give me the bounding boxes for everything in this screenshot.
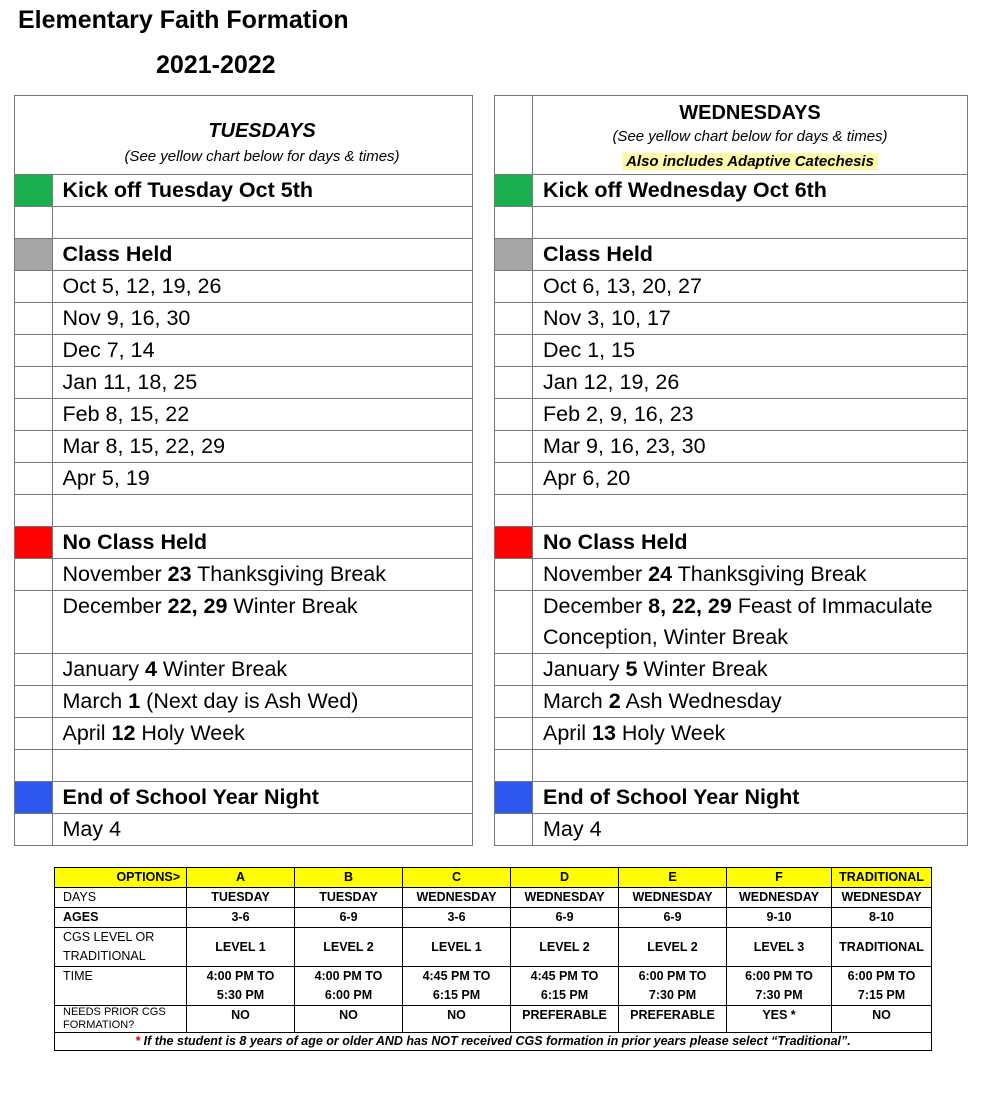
time-cell: 4:00 PM TO 6:00 PM bbox=[295, 967, 403, 1006]
day-cell: WEDNESDAY bbox=[619, 888, 727, 908]
tuesday-no-class-item: March 1 (Next day is Ash Wed) bbox=[52, 686, 473, 718]
option-column-header: E bbox=[619, 868, 727, 888]
time-cell: 6:00 PM TO 7:30 PM bbox=[727, 967, 832, 1006]
time-label: TIME bbox=[55, 967, 187, 1006]
level-cell: LEVEL 2 bbox=[295, 928, 403, 967]
age-cell: 6-9 bbox=[295, 908, 403, 928]
tuesday-end-date: May 4 bbox=[52, 814, 473, 846]
wednesday-header bbox=[533, 96, 968, 175]
day-cell: WEDNESDAY bbox=[403, 888, 511, 908]
age-cell: 6-9 bbox=[619, 908, 727, 928]
wednesday-kickoff: Kick off Wednesday Oct 6th bbox=[533, 175, 968, 207]
time-row bbox=[55, 967, 932, 1006]
tuesday-class-date: Jan 11, 18, 25 bbox=[52, 367, 473, 399]
adaptive-catechesis-note: Also includes Adaptive Catechesis bbox=[622, 153, 878, 170]
prior-cell: NO bbox=[832, 1006, 932, 1033]
red-marker bbox=[15, 527, 53, 559]
prior-formation-label: NEEDS PRIOR CGS FORMATION? bbox=[55, 1006, 187, 1033]
wednesday-subheading: (See yellow chart below for days & times) bbox=[612, 128, 888, 145]
wednesday-class-date: Oct 6, 13, 20, 27 bbox=[533, 271, 968, 303]
prior-cell: NO bbox=[295, 1006, 403, 1033]
time-cell: 4:45 PM TO 6:15 PM bbox=[403, 967, 511, 1006]
prior-cell: NO bbox=[403, 1006, 511, 1033]
level-label: CGS LEVEL OR TRADITIONAL bbox=[55, 928, 187, 967]
tuesday-schedule bbox=[14, 95, 473, 846]
level-cell: LEVEL 1 bbox=[403, 928, 511, 967]
tuesday-no-class-item: January 4 Winter Break bbox=[52, 654, 473, 686]
red-marker bbox=[495, 527, 533, 559]
wednesday-class-date: Dec 1, 15 bbox=[533, 335, 968, 367]
tuesday-class-date: Mar 8, 15, 22, 29 bbox=[52, 431, 473, 463]
option-column-header: F bbox=[727, 868, 832, 888]
wednesday-end-date: May 4 bbox=[533, 814, 968, 846]
wednesday-end-label: End of School Year Night bbox=[533, 782, 968, 814]
tuesday-class-date: Feb 8, 15, 22 bbox=[52, 399, 473, 431]
wednesday-no-class-label: No Class Held bbox=[533, 527, 968, 559]
option-column-header: TRADITIONAL bbox=[832, 868, 932, 888]
blue-marker bbox=[495, 782, 533, 814]
time-cell: 4:45 PM TO 6:15 PM bbox=[511, 967, 619, 1006]
level-cell: TRADITIONAL bbox=[832, 928, 932, 967]
level-cell: LEVEL 2 bbox=[619, 928, 727, 967]
option-column-header: C bbox=[403, 868, 511, 888]
day-cell: WEDNESDAY bbox=[727, 888, 832, 908]
tuesday-subheading: (See yellow chart below for days & times) bbox=[124, 147, 400, 165]
wednesday-class-date: Nov 3, 10, 17 bbox=[533, 303, 968, 335]
age-cell: 3-6 bbox=[187, 908, 295, 928]
tuesday-class-date: Dec 7, 14 bbox=[52, 335, 473, 367]
prior-cell: PREFERABLE bbox=[511, 1006, 619, 1033]
age-cell: 8-10 bbox=[832, 908, 932, 928]
options-table bbox=[54, 867, 932, 1051]
age-cell: 9-10 bbox=[727, 908, 832, 928]
wednesday-class-date: Mar 9, 16, 23, 30 bbox=[533, 431, 968, 463]
tuesday-no-class-item: April 12 Holy Week bbox=[52, 718, 473, 750]
tuesday-end-label: End of School Year Night bbox=[52, 782, 473, 814]
day-cell: TUESDAY bbox=[295, 888, 403, 908]
wednesday-heading: WEDNESDAYS bbox=[679, 102, 821, 124]
page-title: Elementary Faith Formation bbox=[18, 6, 349, 34]
tuesday-no-class-item: November 23 Thanksgiving Break bbox=[52, 559, 473, 591]
ages-row bbox=[55, 908, 932, 928]
level-cell: LEVEL 1 bbox=[187, 928, 295, 967]
prior-cell: NO bbox=[187, 1006, 295, 1033]
tuesday-no-class-label: No Class Held bbox=[52, 527, 473, 559]
note-row bbox=[55, 1033, 932, 1051]
day-cell: TUESDAY bbox=[187, 888, 295, 908]
option-column-header: A bbox=[187, 868, 295, 888]
prior-cell: PREFERABLE bbox=[619, 1006, 727, 1033]
blue-marker bbox=[15, 782, 53, 814]
tuesday-heading: TUESDAYS bbox=[208, 119, 316, 142]
days-label: DAYS bbox=[55, 888, 187, 908]
tuesday-no-class-item: December 22, 29 Winter Break bbox=[52, 591, 473, 654]
school-year: 2021-2022 bbox=[156, 51, 276, 79]
tuesday-class-date: Apr 5, 19 bbox=[52, 463, 473, 495]
wednesday-class-date: Apr 6, 20 bbox=[533, 463, 968, 495]
wednesday-class-date: Jan 12, 19, 26 bbox=[533, 367, 968, 399]
wednesday-no-class-item: December 8, 22, 29 Feast of Immaculate Conception, Winter Break bbox=[533, 591, 968, 654]
age-cell: 3-6 bbox=[403, 908, 511, 928]
header-blank-cell bbox=[495, 96, 533, 175]
time-cell: 4:00 PM TO 5:30 PM bbox=[187, 967, 295, 1006]
wednesday-schedule bbox=[494, 95, 968, 846]
tuesday-kickoff: Kick off Tuesday Oct 5th bbox=[52, 175, 473, 207]
gray-marker bbox=[495, 239, 533, 271]
tuesday-header bbox=[52, 96, 473, 175]
gray-marker bbox=[15, 239, 53, 271]
wednesday-class-date: Feb 2, 9, 16, 23 bbox=[533, 399, 968, 431]
day-cell: WEDNESDAY bbox=[511, 888, 619, 908]
level-cell: LEVEL 2 bbox=[511, 928, 619, 967]
tuesday-class-held-label: Class Held bbox=[52, 239, 473, 271]
prior-formation-row bbox=[55, 1006, 932, 1033]
wednesday-no-class-item: January 5 Winter Break bbox=[533, 654, 968, 686]
tuesday-class-date: Oct 5, 12, 19, 26 bbox=[52, 271, 473, 303]
day-cell: WEDNESDAY bbox=[832, 888, 932, 908]
header-blank-cell bbox=[15, 96, 53, 175]
wednesday-no-class-item: March 2 Ash Wednesday bbox=[533, 686, 968, 718]
options-label: OPTIONS> bbox=[55, 868, 187, 888]
time-cell: 6:00 PM TO 7:30 PM bbox=[619, 967, 727, 1006]
ages-label: AGES bbox=[55, 908, 187, 928]
tuesday-class-date: Nov 9, 16, 30 bbox=[52, 303, 473, 335]
age-cell: 6-9 bbox=[511, 908, 619, 928]
time-cell: 6:00 PM TO 7:15 PM bbox=[832, 967, 932, 1006]
wednesday-class-held-label: Class Held bbox=[533, 239, 968, 271]
options-header-row bbox=[55, 868, 932, 888]
green-marker bbox=[15, 175, 53, 207]
option-column-header: D bbox=[511, 868, 619, 888]
green-marker bbox=[495, 175, 533, 207]
wednesday-no-class-item: November 24 Thanksgiving Break bbox=[533, 559, 968, 591]
wednesday-no-class-item: April 13 Holy Week bbox=[533, 718, 968, 750]
option-column-header: B bbox=[295, 868, 403, 888]
days-row bbox=[55, 888, 932, 908]
level-row bbox=[55, 928, 932, 967]
level-cell: LEVEL 3 bbox=[727, 928, 832, 967]
traditional-note: * If the student is 8 years of age or older AND has NOT received CGS formation in prior years please select “Traditional”. bbox=[55, 1033, 932, 1051]
prior-cell: YES * bbox=[727, 1006, 832, 1033]
